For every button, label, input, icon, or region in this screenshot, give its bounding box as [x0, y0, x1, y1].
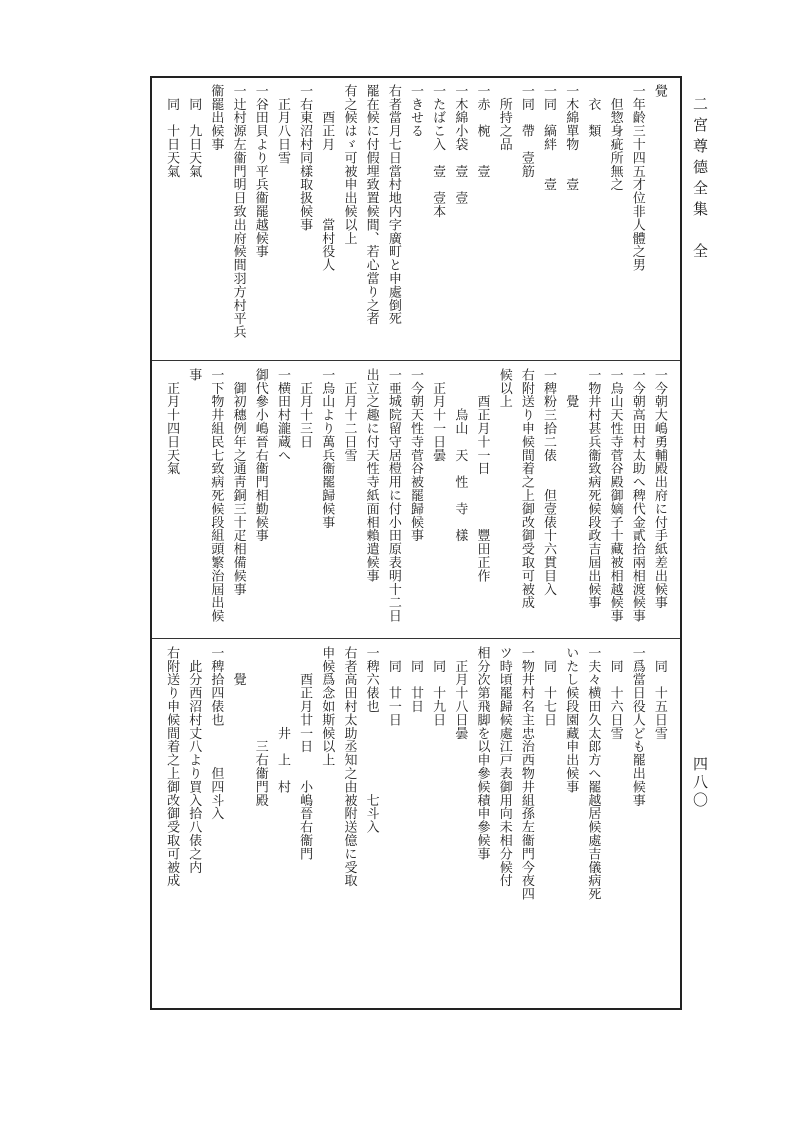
text-column: 但惣身疵所無之 — [607, 84, 623, 192]
text-column: 衣 類 — [585, 84, 601, 138]
text-column: 出立之趣に付天性寺紙面相賴遣候事 — [363, 368, 379, 583]
text-column: 一谷田貝より平兵衞罷越候事 — [252, 84, 268, 259]
text-section-3 — [152, 646, 680, 1004]
text-column: 一きせる — [408, 84, 423, 138]
text-column: 一今朝高田村太助へ稗代金貳拾兩相渡候事 — [629, 368, 645, 623]
text-column: 一同 帶 壹筋 — [518, 84, 534, 178]
text-column: 同 十六日雪 — [607, 646, 623, 740]
text-column: 所持之品 — [496, 84, 512, 151]
text-column: 覺 — [651, 84, 667, 98]
text-column: 一同 縞絆 壹 — [541, 84, 557, 192]
text-column: 一夫々横田久太郎方へ罷越居候處吉儀病死 — [585, 646, 601, 901]
text-column: 一木綿單物 壹 — [563, 84, 579, 192]
text-column: 右附送り申候間着之上御改御受取可被成 — [164, 646, 180, 888]
text-column: 一年齡三十四五才位非人體之男 — [629, 84, 645, 272]
text-column: 正月八日雪 — [274, 84, 290, 165]
section-divider — [152, 638, 680, 639]
text-column: 同 十七日 — [541, 646, 557, 727]
text-column: 一木綿小袋 壹 壹 — [452, 84, 468, 205]
text-column: 申候爲念如斯候以上 — [319, 646, 335, 767]
text-column: 一今朝天性寺菅谷被罷歸候事 — [408, 368, 423, 543]
text-section-2 — [152, 368, 680, 634]
text-column: 候以上 — [496, 368, 512, 409]
text-column: 正月十二日雪 — [341, 368, 357, 462]
text-column: 一赤 椀 壹 — [474, 84, 490, 178]
text-column: 一右東沼村同樣取扱候事 — [297, 84, 313, 232]
text-column: 事 — [186, 368, 202, 382]
text-column: 覺 — [563, 368, 579, 409]
running-title: 二宮尊德全集 全 — [691, 96, 709, 264]
text-column: 正月十四日天氣 — [164, 368, 180, 476]
text-column: 同 廿日 — [408, 646, 423, 713]
text-column: 正月十八日曇 — [452, 646, 468, 740]
text-column: 一稗六俵也 七斗入 — [363, 646, 379, 834]
text-column: 正月十一日曇 — [430, 368, 446, 462]
text-column: 一辻村源左衞門明日致出府候間羽方村平兵 — [230, 84, 246, 339]
text-column: 井 上 村 — [274, 646, 290, 794]
text-column: 一爲當日役人ども罷出候事 — [629, 646, 645, 807]
text-column: 正月十三日 — [297, 368, 313, 449]
text-column: 同 十日天氣 — [164, 84, 180, 178]
text-column: 一烏山天性寺菅谷殿御嫡子十藏被相越候事 — [607, 368, 623, 623]
text-column: 一横田村瀧蔵へ — [274, 368, 290, 462]
text-column: 同 九日天氣 — [186, 84, 202, 178]
text-column: 右者當月七日當村地内字廣町と申處倒死 — [385, 84, 401, 326]
text-column: 一稗拾四俵也 但四斗入 — [208, 646, 224, 821]
text-column: 御初穗例年之通靑銅三十疋相備候事 — [230, 368, 246, 596]
text-column: 相分次第飛脚を以申參候積申參候事 — [474, 646, 490, 861]
text-column: 同 廿一日 — [385, 646, 401, 727]
text-column: 此分西沼村丈八より買入拾八俵之内 — [186, 646, 202, 874]
text-column: 一物井村名主忠治西物井組孫左衞門今夜四 — [518, 646, 534, 901]
text-column: 有之候はゞ可被申出候以上 — [341, 84, 357, 245]
text-column: ツ時頃罷歸候處江戸表御用向未相分候付 — [496, 646, 512, 888]
text-column: 一稗粉三拾二俵 但壹俵十六貫目入 — [541, 368, 557, 596]
text-column: 同 十五日雪 — [651, 646, 667, 740]
text-column: いたし候段園藏申出候事 — [563, 646, 579, 794]
section-divider — [152, 360, 680, 361]
text-column: 三右衞門殿 — [252, 646, 268, 807]
text-column: 一たばこ入 壹 壹本 — [430, 84, 446, 218]
text-column: 酉正月 當村役人 — [319, 84, 335, 272]
text-column: 一亜城院留守居榿用に付小田原表明十二日 — [385, 368, 401, 623]
text-column: 一下物井組民七致病死候段組頭繁治屆出候 — [208, 368, 224, 623]
text-column: 御代參小嶋晉右衞門相勤候事 — [252, 368, 268, 543]
text-column: 一烏山より萬兵衞罷歸候事 — [319, 368, 335, 529]
text-column: 烏山 天 性 寺 樣 — [452, 368, 468, 543]
text-column: 右者高田村太助丞知之由被附送億に受取 — [341, 646, 357, 888]
text-column: 罷在候に付假埋致置候間、若心當り之者 — [363, 84, 379, 326]
text-column: 同 十九日 — [430, 646, 446, 727]
text-column: 右附送り申候間着之上御改御受取可被成 — [518, 368, 534, 610]
text-column: 一今朝大嶋勇輔殿出府に付手紙差出候事 — [651, 368, 667, 610]
text-column: 酉正月廿一日 小嶋晉右衞門 — [297, 646, 313, 861]
page-number: 四八〇 — [691, 756, 709, 810]
text-column: 衞罷出候事 — [208, 84, 224, 151]
text-frame — [150, 76, 682, 1010]
text-column: 一物井村甚兵衞致病死候段政吉屆出候事 — [585, 368, 601, 610]
text-section-1 — [152, 84, 680, 356]
text-column: 酉正月十一日 豐田正作 — [474, 368, 490, 583]
text-column: 覺 — [230, 646, 246, 687]
